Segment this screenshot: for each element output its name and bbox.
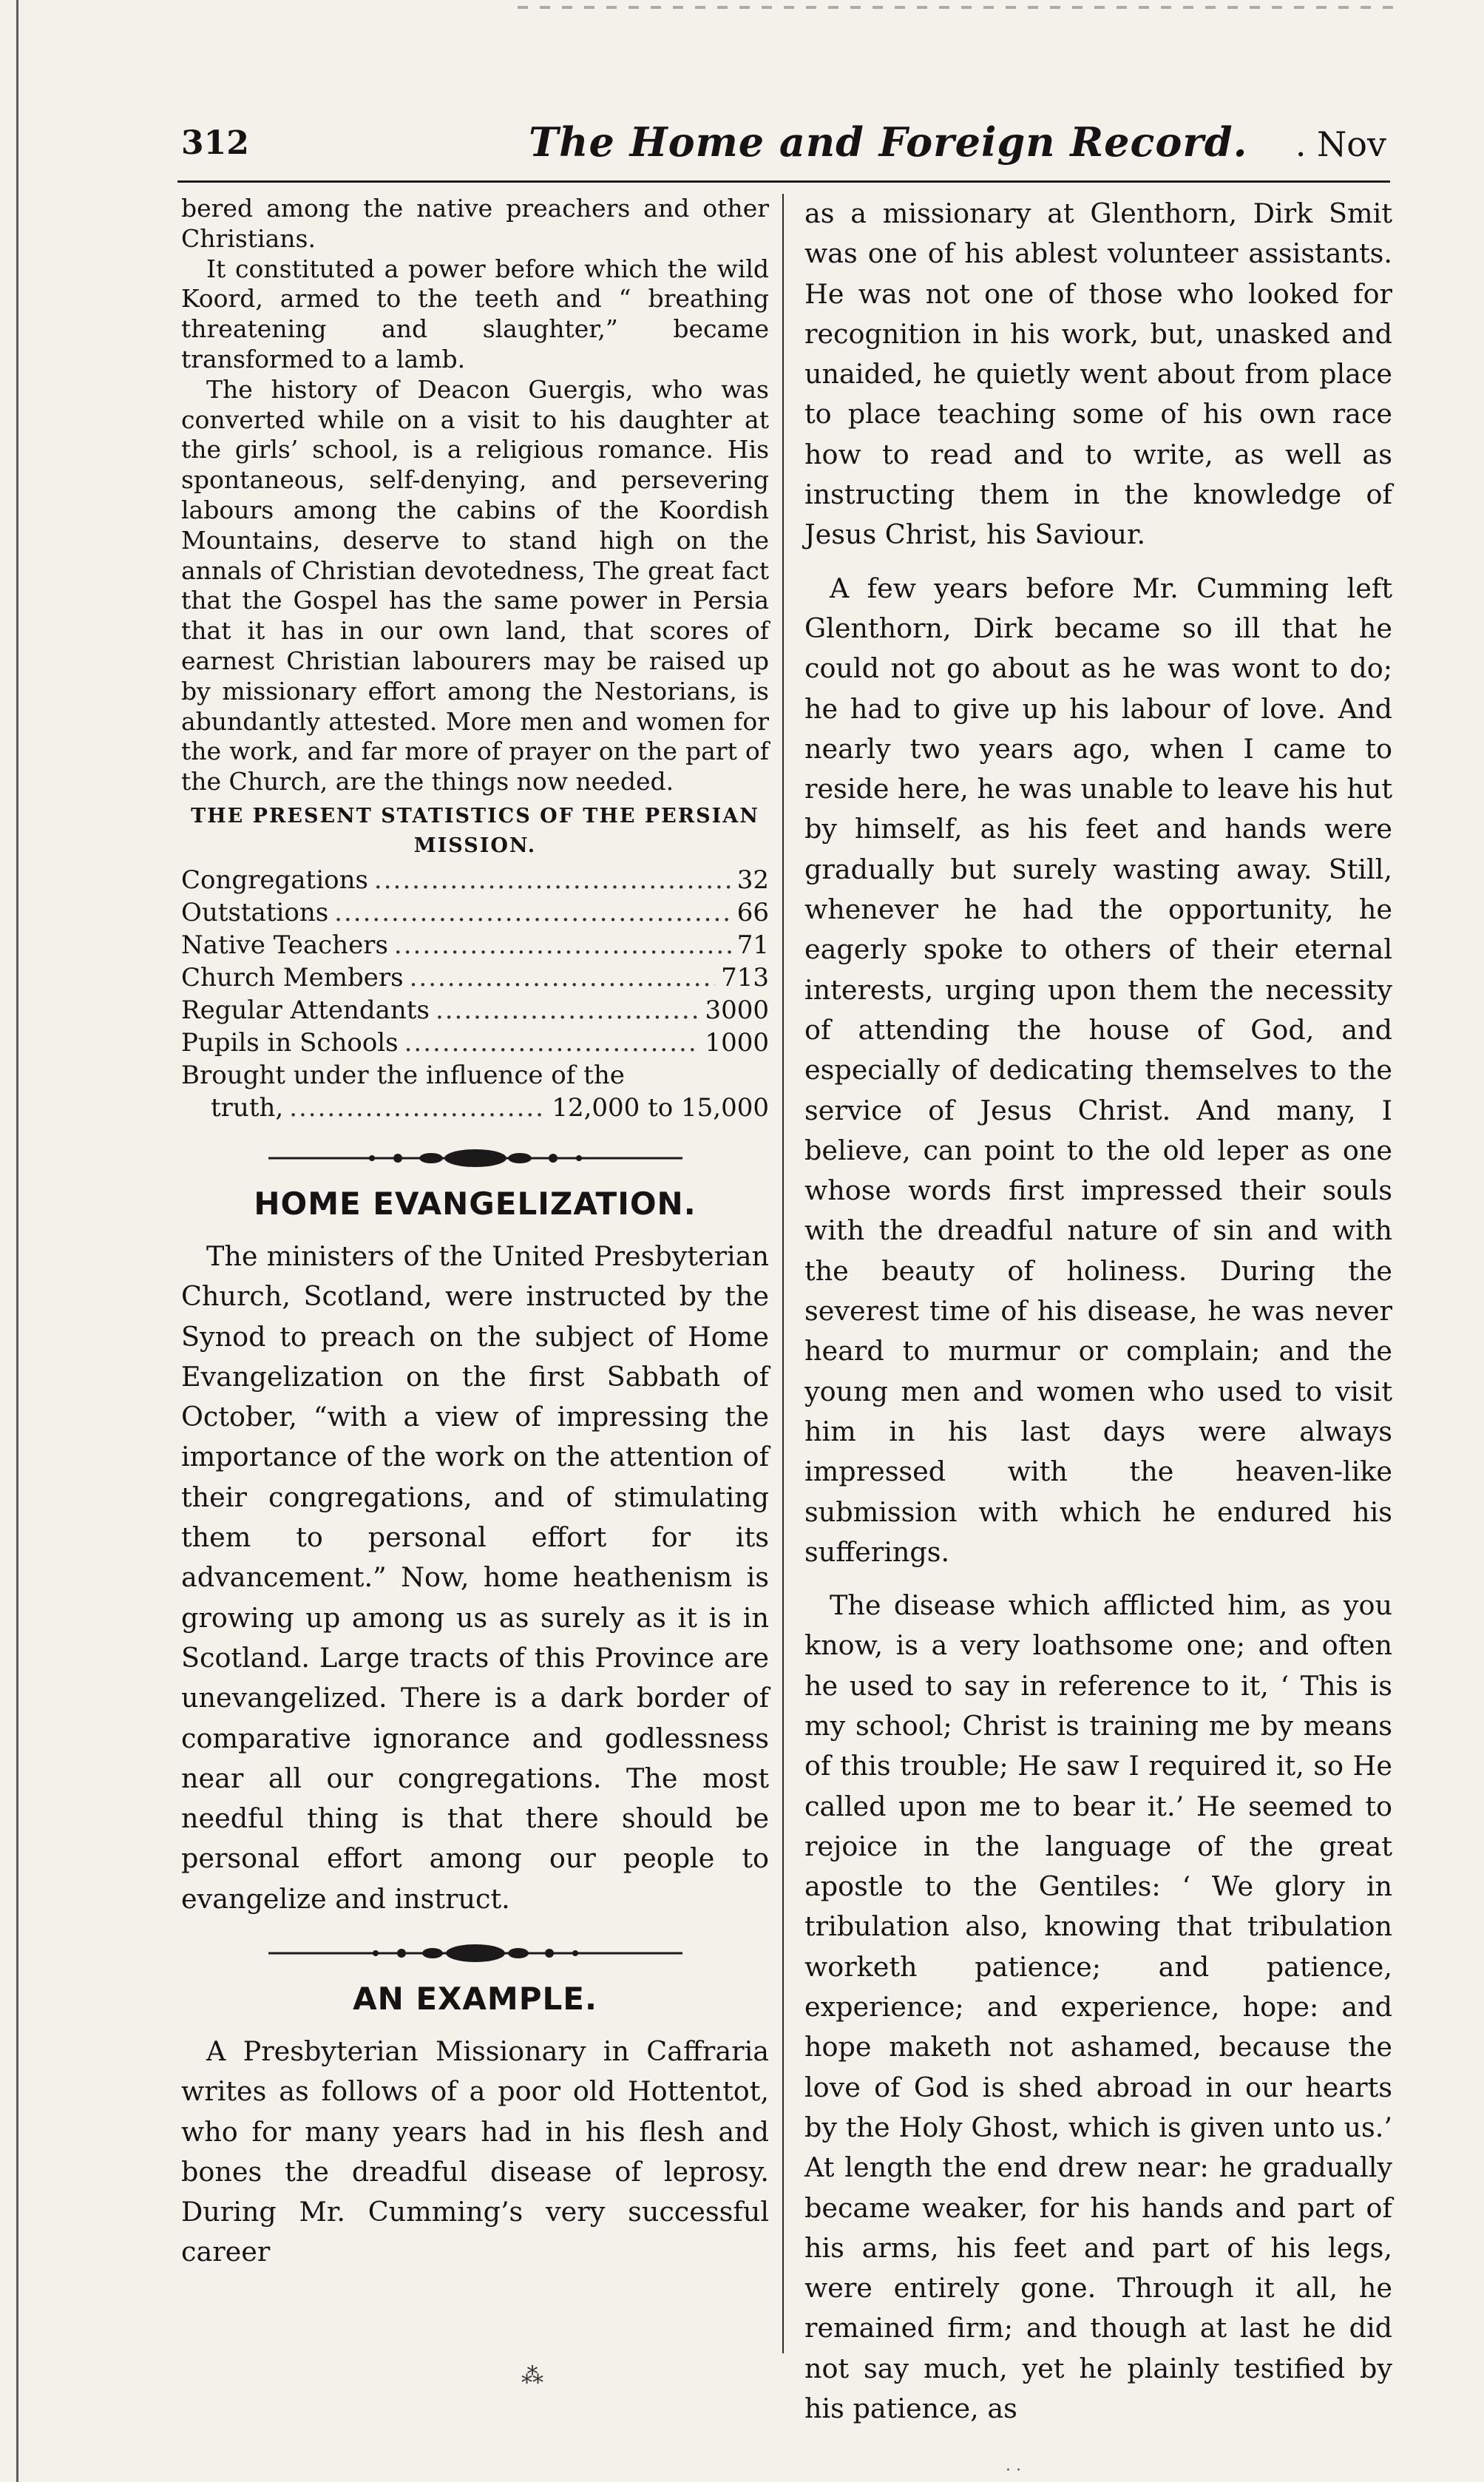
paragraph: The disease which afflicted him, as you know, is a very loathsome one; and often he used to say in reference to it, ‘ This is my school; Christ is training me by means of this trouble; He saw I required it, so He called upon me to bear it.’ He seemed to rejoice in the language of the great apostle to the Gentiles: ‘ We glory in tribulation also, knowing that tribulation worketh patience; and patience, experience; and experience, hope: and hope maketh not ashamed, because the love of God is shed abroad in our hearts by the Holy Ghost, which is given unto us.’ At length the end drew near: he gradually became weaker, for his hands and part of his arms, his feet and part of his legs, were entirely gone. Through it all, he remained firm; and though at last he did not say much, yet he plainly testified by his patience, as xyxy=(804,1589,1392,2425)
print-mark: ⁂ xyxy=(521,2363,543,2389)
ornament-icon xyxy=(268,1143,682,1173)
paragraph: A few years before Mr. Cumming left Glenthorn, Dirk became so ill that he could not go about as he was wont to do; he had to give up his labour of love. And nearly two years ago, when I came to reside here, he was unable to leave his hut by himself, as his feet and hands were gradually but surely wasting away. Still, whenever he had the opportunity, he eagerly spoke to others of their eternal interests, urging upon them the necessity of attending the house of God, and especially of dedicating themselves to the service of Jesus Christ. And many, I believe, can point to the old leper as one whose words first impressed their souls with the dreadful nature of sin and with the beauty of holiness. During the severest time of his disease, he was never heard to murmur or complain; and the young men and women who used to visit him in his last days were always impressed with the heaven-like submission with which he endured his sufferings. xyxy=(804,572,1392,1568)
running-title: The Home and Foreign Record. xyxy=(529,118,1248,166)
print-mark: · · xyxy=(1006,2461,1021,2480)
header-rule xyxy=(177,180,1390,183)
paragraph: The ministers of the United Presbyterian Church, Scotland, were instructed by the Synod to preach on the subject of Home Evangelization on the first Sabbath of October, “with a view of impressing the importance of the work on the attention of their congregations, and of stimulating them to personal effort for its advancement.” Now, home heathenism is growing up among us as surely as it is in Scotland. Large tracts of this Province are unevangelized. There is a dark border of comparative ignorance and godlessness near all our congregations. The most needful thing is that there should be personal effort among our people to evangelize and instruct. xyxy=(181,1240,769,1915)
column-divider xyxy=(782,194,784,2353)
section-title-an-example: AN EXAMPLE. xyxy=(353,1980,597,2017)
stats-table xyxy=(181,864,769,1124)
paragraph: bered among the native preachers and other Christians. xyxy=(181,194,769,253)
paragraph: It constituted a power before which the wild Koord, armed to the teeth and “ breathing threatening and slaughter,” became transformed to a lamb. xyxy=(181,254,769,373)
ornament-divider xyxy=(181,1143,769,1173)
stat-row: Outstations ..... 66 xyxy=(181,896,769,929)
stats-title: THE PRESENT STATISTICS OF THE PERSIAN MISSION. xyxy=(191,804,759,857)
stat-row: Church Members ..... 713 xyxy=(181,961,769,994)
ornament-divider xyxy=(181,1938,769,1968)
paragraph: A Presbyterian Missionary in Caffraria writes as follows of a poor old Hottentot, who for many years had in his flesh and bones the dreadful disease of leprosy. During Mr. Cumming’s very successful career xyxy=(181,2035,769,2268)
issue-month: . Nov xyxy=(1295,124,1386,164)
right-column xyxy=(804,194,1392,2429)
stat-row: Congregations ..... 32 xyxy=(181,864,769,896)
home-evangelization-article xyxy=(181,1237,769,1919)
stat-row-note: Brought under the influence of the xyxy=(181,1060,625,1090)
paragraph: The history of Deacon Guergis, who was converted while on a visit to his daughter at the girls’ school, is a religious romance. His spontaneous, self-denying, and persevering labours among the cabins of the Koordish Mountains, deserve to stand high on the annals of Christian devotedness, The great fact that the Gospel has the same power in Persia that it has in our own land, that scores of earnest Christian labourers may be raised up by missionary effort among the Nestorians, is abundantly attested. More men and women for the work, and far more of prayer on the part of the Church, are the things now needed. xyxy=(181,374,769,797)
persian-mission-article xyxy=(181,194,769,797)
stat-row: truth, ..... 12,000 to 15,000 xyxy=(181,1092,769,1124)
page-header xyxy=(181,118,1386,170)
stat-row: Native Teachers ..... 71 xyxy=(181,929,769,961)
page-number: 312 xyxy=(181,124,249,162)
stat-row: Pupils in Schools ..... 1000 xyxy=(181,1027,769,1059)
an-example-article xyxy=(181,2032,769,2273)
stat-row: Regular Attendants ..... 3000 xyxy=(181,994,769,1027)
page-edge-top xyxy=(518,6,1405,9)
an-example-continued xyxy=(804,194,1392,2429)
paragraph: as a missionary at Glenthorn, Dirk Smit was one of his ablest volunteer assistants. He was not one of those who looked for recognition in his work, but, unasked and unaided, he quietly went about from place to place teaching some of his own race how to read and to write, as well as instructing them in the knowledge of Jesus Christ, his Saviour. xyxy=(804,197,1392,551)
section-title-home-evangelization: HOME EVANGELIZATION. xyxy=(254,1185,697,1222)
page-edge-left xyxy=(16,0,18,2482)
ornament-icon xyxy=(268,1938,682,1968)
left-column xyxy=(181,194,769,2273)
